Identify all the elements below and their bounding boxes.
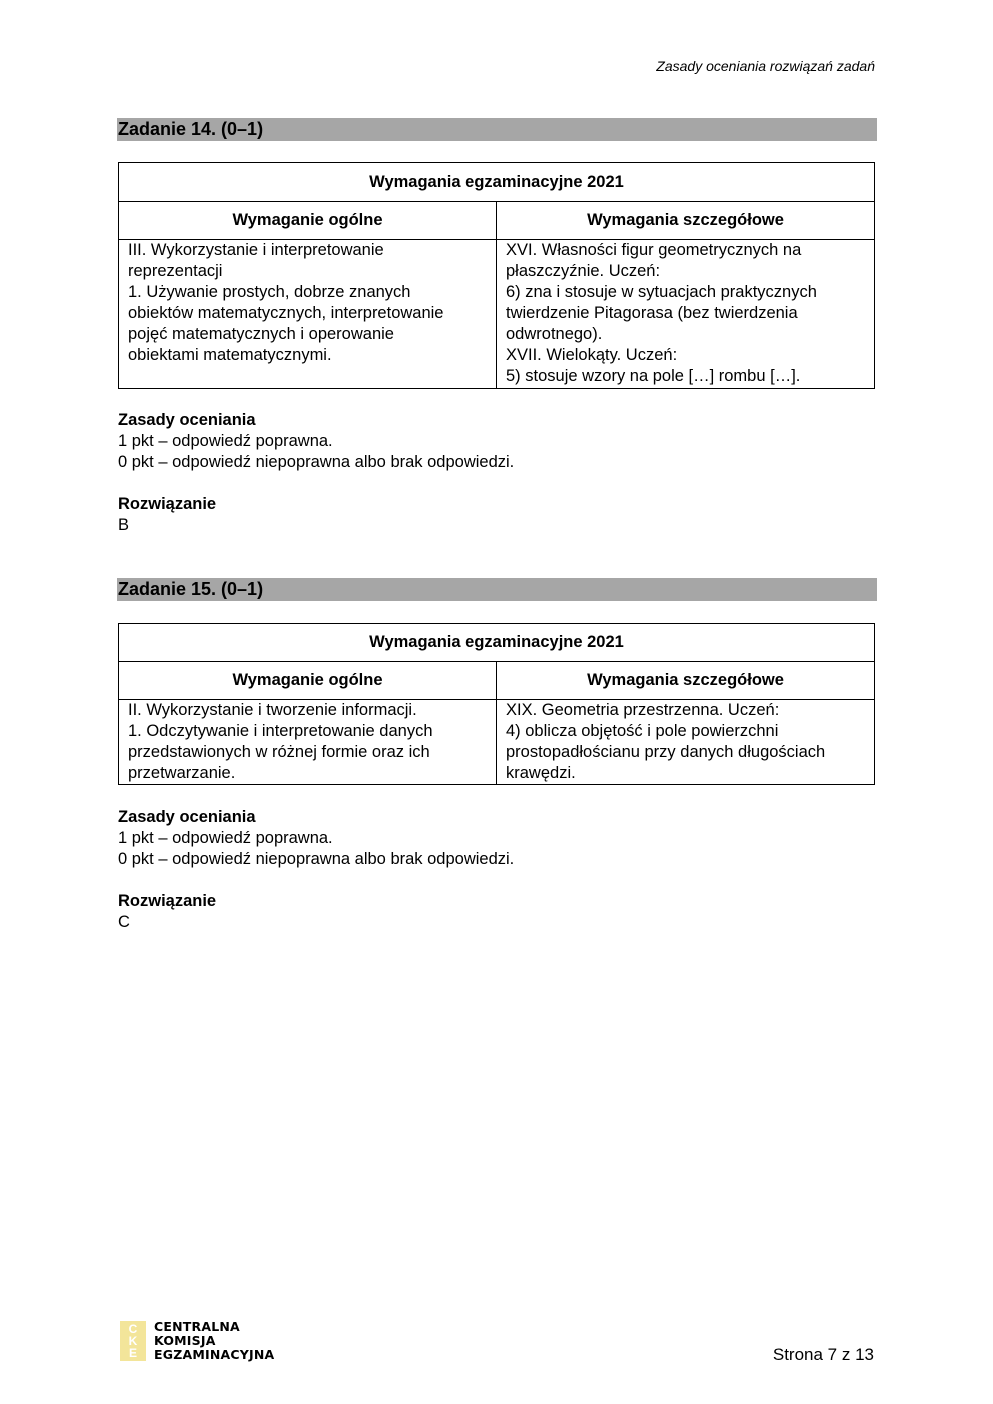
- cke-logo: [120, 1320, 274, 1362]
- logo-line: EGZAMINACYJNA: [154, 1347, 275, 1362]
- text-line: XVI. Własności figur geometrycznych na: [506, 241, 802, 259]
- logo-mark-letter: K: [128, 1334, 138, 1348]
- text-line: 4) oblicza objętość i pole powierzchni: [506, 722, 779, 740]
- solution-heading: Rozwiązanie: [118, 892, 217, 910]
- column-header-detailed: Wymagania szczegółowe: [497, 662, 875, 700]
- text-line: twierdzenie Pitagorasa (bez twierdzenia: [506, 304, 798, 322]
- task-15-title: Zadanie 15. (0–1): [117, 578, 877, 601]
- scoring-heading: Zasady oceniania: [118, 808, 256, 826]
- table-title: Wymagania egzaminacyjne 2021: [119, 624, 875, 662]
- text-line: 5) stosuje wzory na pole […] rombu […].: [506, 367, 801, 385]
- column-header-detailed: Wymagania szczegółowe: [497, 202, 875, 240]
- column-header-general: Wymaganie ogólne: [119, 662, 497, 700]
- text-line: odwrotnego).: [506, 325, 603, 343]
- page-number: Strona 7 z 13: [772, 1345, 874, 1364]
- text-line: XVII. Wielokąty. Uczeń:: [506, 346, 678, 364]
- task-15-solution: [118, 891, 216, 933]
- text-line: III. Wykorzystanie i interpretowanie: [128, 241, 384, 259]
- text-line: obiektami matematycznymi.: [128, 346, 332, 364]
- text-line: płaszczyźnie. Uczeń:: [506, 262, 661, 280]
- task-14-requirements-table: [118, 162, 875, 389]
- text-line: obiektów matematycznych, interpretowanie: [128, 304, 444, 322]
- logo-line: CENTRALNA: [154, 1319, 240, 1334]
- cke-logo-mark: [120, 1321, 146, 1361]
- task-14-scoring: [118, 410, 514, 473]
- logo-line: KOMISJA: [154, 1333, 216, 1348]
- task-14-solution: [118, 494, 216, 536]
- text-line: 1. Odczytywanie i interpretowanie danych: [128, 722, 433, 740]
- text-line: prostopadłościanu przy danych długościach: [506, 743, 826, 761]
- text-line: 1. Używanie prostych, dobrze znanych: [128, 283, 411, 301]
- text-line: XIX. Geometria przestrzenna. Uczeń:: [506, 701, 780, 719]
- text-line: 6) zna i stosuje w sytuacjach praktycznych: [506, 283, 817, 301]
- scoring-line: 0 pkt – odpowiedź niepoprawna albo brak odpowiedzi.: [118, 453, 515, 471]
- column-header-general: Wymaganie ogólne: [119, 202, 497, 240]
- scoring-heading: Zasady oceniania: [118, 411, 256, 429]
- text-line: krawędzi.: [506, 764, 576, 782]
- logo-mark-letter: E: [128, 1346, 137, 1360]
- general-requirement-cell: [119, 700, 497, 785]
- task-15-requirements-table: [118, 623, 875, 785]
- solution-value: C: [118, 913, 130, 931]
- solution-heading: Rozwiązanie: [118, 495, 217, 513]
- table-title: Wymagania egzaminacyjne 2021: [119, 163, 875, 202]
- cke-logo-text: [154, 1320, 274, 1362]
- logo-mark-letter: C: [128, 1322, 138, 1336]
- text-line: przetwarzanie.: [128, 764, 236, 782]
- scoring-line: 0 pkt – odpowiedź niepoprawna albo brak odpowiedzi.: [118, 850, 515, 868]
- header-note: Zasady oceniania rozwiązań zadań: [656, 58, 875, 74]
- scoring-line: 1 pkt – odpowiedź poprawna.: [118, 829, 333, 847]
- general-requirement-cell: [119, 240, 497, 389]
- task-15-scoring: [118, 807, 514, 870]
- task-14-title: Zadanie 14. (0–1): [117, 118, 877, 141]
- text-line: przedstawionych w różnej formie oraz ich: [128, 743, 430, 761]
- text-line: pojęć matematycznych i operowanie: [128, 325, 394, 343]
- text-line: reprezentacji: [128, 262, 223, 280]
- scoring-line: 1 pkt – odpowiedź poprawna.: [118, 432, 333, 450]
- detailed-requirement-cell: [497, 240, 875, 389]
- solution-value: B: [118, 516, 130, 534]
- detailed-requirement-cell: [497, 700, 875, 785]
- text-line: II. Wykorzystanie i tworzenie informacji.: [128, 701, 417, 719]
